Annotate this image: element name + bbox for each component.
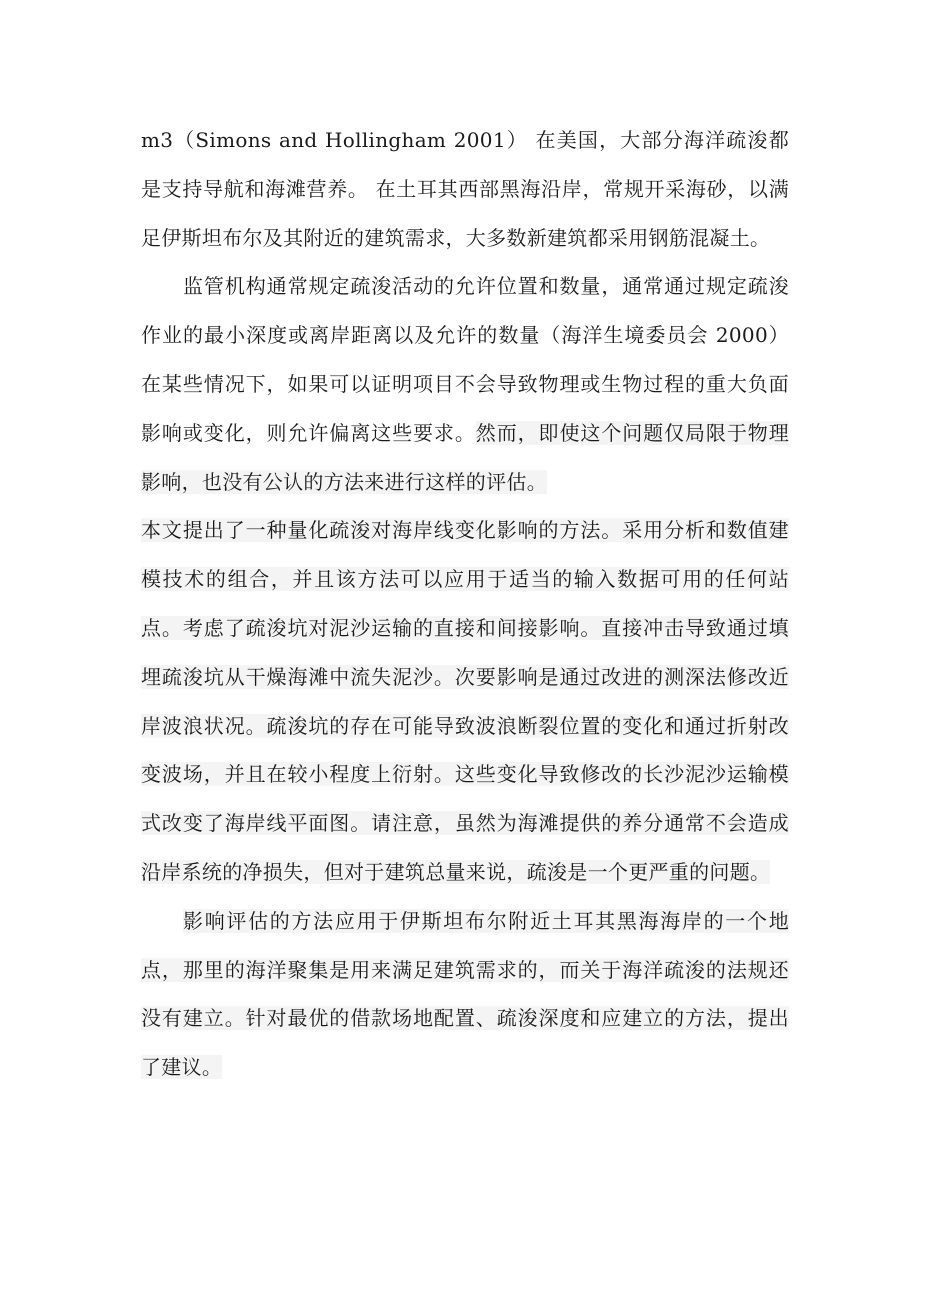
paragraph-3 (141, 506, 789, 896)
paragraph-2-text: 监管机构通常规定疏浚活动的允许位置和数量，通常通过规定疏浚作业的最小深度或离岸距离以及允许的数量（海洋生境委员会 2000） 在某些情况下，如果可以证明项目不会导致物理或生物过程的重大负面影响或变化，则允许偏离这些要求。 (141, 274, 789, 445)
document-body (141, 116, 789, 1092)
paragraph-1 (141, 116, 789, 262)
paragraph-2-highlighted-text: 然而，即使这个问题仅局限于物理影响，也没有公认的方法来进行这样的评估。 (141, 420, 790, 494)
paragraph-3-text: 本文提出了一种量化疏浚对海岸线变化影响的方法。采用分析和数值建模技术的组合，并且该方法可以应用于适当的输入数据可用的任何站点。考虑了疏浚坑对泥沙运输的直接和间接影响。直接冲击导致通过填埋疏浚坑从干燥海滩中流失泥沙。次要影响是通过改进的测深法修改近岸波浪状况。疏浚坑的存在可能导致波浪断裂位置的变化和通过折射改变波场，并且在较小程度上衍射。这些变化导致修改的长沙泥沙运输模式改变了海岸线平面图。请注意，虽然为海滩提供的养分通常不会造成沿岸系统的净损失，但对于建筑总量来说，疏浚是一个更严重的问题。 (141, 518, 789, 884)
paragraph-4 (141, 897, 789, 1092)
paragraph-1-text: m3（Simons and Hollingham 2001） 在美国，大部分海洋疏浚都是支持导航和海滩营养。 在土耳其西部黑海沿岸，常规开采海砂，以满足伊斯坦布尔及其附近的建筑需求，大多数新建筑都采用钢筋混凝土。 (141, 128, 789, 250)
paragraph-2 (141, 262, 789, 506)
paragraph-4-text: 影响评估的方法应用于伊斯坦布尔附近土耳其黑海海岸的一个地点，那里的海洋聚集是用来满足建筑需求的，而关于海洋疏浚的法规还没有建立。针对最优的借款场地配置、疏浚深度和应建立的方法，提出了建议。 (141, 908, 789, 1080)
